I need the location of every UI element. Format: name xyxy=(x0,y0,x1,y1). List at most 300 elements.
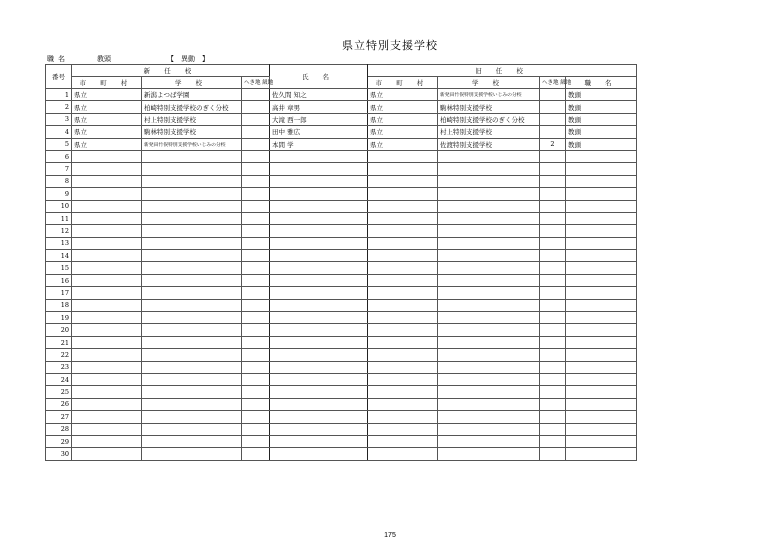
old-title-cell xyxy=(566,150,637,162)
new-city-cell xyxy=(72,336,142,348)
row-number: 6 xyxy=(46,150,72,162)
table-row xyxy=(46,299,637,311)
old-title-cell xyxy=(566,287,637,299)
row-number: 27 xyxy=(46,411,72,423)
row-number: 22 xyxy=(46,349,72,361)
table-row xyxy=(46,138,637,150)
new-remote-level-cell xyxy=(242,274,270,286)
new-city-cell xyxy=(72,324,142,336)
row-number: 20 xyxy=(46,324,72,336)
row-number: 10 xyxy=(46,200,72,212)
old-remote-level-cell: 2 xyxy=(540,138,566,150)
name-cell xyxy=(270,200,368,212)
old-city-cell xyxy=(368,274,438,286)
new-remote-level-cell xyxy=(242,200,270,212)
old-title-cell: 教頭 xyxy=(566,89,637,101)
row-number: 4 xyxy=(46,126,72,138)
page-title: 県立特別支援学校 xyxy=(342,39,438,52)
table-row xyxy=(46,250,637,262)
header-new-school-group: 新 任 校 xyxy=(72,65,270,77)
new-city-cell xyxy=(72,448,142,460)
old-city-cell xyxy=(368,262,438,274)
old-remote-level-cell xyxy=(540,101,566,113)
table-row xyxy=(46,163,637,175)
new-school-cell xyxy=(142,299,242,311)
table-row xyxy=(46,435,637,447)
old-title-cell xyxy=(566,250,637,262)
old-remote-level-cell xyxy=(540,324,566,336)
old-remote-level-cell xyxy=(540,423,566,435)
old-school-cell xyxy=(438,324,540,336)
old-city-cell xyxy=(368,163,438,175)
row-number: 17 xyxy=(46,287,72,299)
new-remote-level-cell xyxy=(242,262,270,274)
old-title-cell: 教頭 xyxy=(566,138,637,150)
new-remote-level-cell xyxy=(242,324,270,336)
old-title-cell xyxy=(566,262,637,274)
new-school-cell xyxy=(142,212,242,224)
name-cell xyxy=(270,448,368,460)
old-remote-level-cell xyxy=(540,274,566,286)
new-remote-level-cell xyxy=(242,101,270,113)
row-number: 16 xyxy=(46,274,72,286)
new-city-cell xyxy=(72,373,142,385)
name-cell: 田中 雅広 xyxy=(270,126,368,138)
row-number: 5 xyxy=(46,138,72,150)
name-cell xyxy=(270,163,368,175)
new-school-cell: 柏崎特別支援学校のぎく分校 xyxy=(142,101,242,113)
new-city-cell xyxy=(72,212,142,224)
row-number: 25 xyxy=(46,386,72,398)
row-number: 29 xyxy=(46,435,72,447)
name-cell xyxy=(270,225,368,237)
row-number: 24 xyxy=(46,373,72,385)
old-city-cell xyxy=(368,423,438,435)
name-cell xyxy=(270,262,368,274)
old-title-cell xyxy=(566,200,637,212)
old-city-cell xyxy=(368,150,438,162)
new-school-cell: 新発田竹俣特別支援学校いじみの分校 xyxy=(142,138,242,150)
old-school-cell xyxy=(438,448,540,460)
name-cell xyxy=(270,423,368,435)
old-school-cell xyxy=(438,175,540,187)
new-school-cell xyxy=(142,274,242,286)
name-cell xyxy=(270,411,368,423)
table-row xyxy=(46,411,637,423)
old-remote-level-cell xyxy=(540,287,566,299)
old-city-cell xyxy=(368,336,438,348)
old-remote-level-cell xyxy=(540,126,566,138)
old-city-cell xyxy=(368,361,438,373)
name-cell xyxy=(270,250,368,262)
new-city-cell xyxy=(72,163,142,175)
header-number: 番号 xyxy=(46,65,72,89)
old-city-cell: 県立 xyxy=(368,101,438,113)
old-remote-level-cell xyxy=(540,398,566,410)
new-school-cell xyxy=(142,411,242,423)
table-row xyxy=(46,312,637,324)
old-city-cell xyxy=(368,312,438,324)
table-row xyxy=(46,398,637,410)
new-city-cell xyxy=(72,225,142,237)
old-school-cell xyxy=(438,262,540,274)
new-school-cell xyxy=(142,163,242,175)
header-old-school-group: 旧 任 校 xyxy=(368,65,637,77)
new-remote-level-cell xyxy=(242,361,270,373)
table-row xyxy=(46,225,637,237)
new-city-cell xyxy=(72,150,142,162)
new-city-cell xyxy=(72,349,142,361)
old-title-cell xyxy=(566,373,637,385)
old-city-cell xyxy=(368,287,438,299)
old-remote-level-cell xyxy=(540,237,566,249)
old-remote-level-cell xyxy=(540,262,566,274)
name-cell xyxy=(270,175,368,187)
old-city-cell xyxy=(368,373,438,385)
old-remote-level-cell xyxy=(540,336,566,348)
new-city-cell xyxy=(72,398,142,410)
new-remote-level-cell xyxy=(242,386,270,398)
row-number: 14 xyxy=(46,250,72,262)
table-row xyxy=(46,324,637,336)
new-remote-level-cell xyxy=(242,373,270,385)
new-remote-level-cell xyxy=(242,250,270,262)
old-school-cell xyxy=(438,237,540,249)
table-row xyxy=(46,89,637,101)
new-city-cell xyxy=(72,411,142,423)
new-school-cell xyxy=(142,336,242,348)
new-remote-level-cell xyxy=(242,349,270,361)
new-remote-level-cell xyxy=(242,312,270,324)
old-school-cell: 新発田竹俣特別支援学校いじみの分校 xyxy=(438,89,540,101)
table-row xyxy=(46,150,637,162)
new-remote-level-cell xyxy=(242,411,270,423)
row-number: 12 xyxy=(46,225,72,237)
name-cell xyxy=(270,312,368,324)
row-number: 18 xyxy=(46,299,72,311)
new-remote-level-cell xyxy=(242,163,270,175)
new-school-cell xyxy=(142,237,242,249)
table-row xyxy=(46,188,637,200)
old-remote-level-cell xyxy=(540,373,566,385)
name-cell xyxy=(270,287,368,299)
old-school-cell xyxy=(438,336,540,348)
new-school-cell: 駒林特別支援学校 xyxy=(142,126,242,138)
old-school-cell xyxy=(438,274,540,286)
row-number: 28 xyxy=(46,423,72,435)
old-remote-level-cell xyxy=(540,386,566,398)
name-cell: 高井 章男 xyxy=(270,101,368,113)
new-city-cell xyxy=(72,386,142,398)
old-school-cell xyxy=(438,188,540,200)
old-school-cell xyxy=(438,349,540,361)
old-school-cell: 柏崎特別支援学校のぎく分校 xyxy=(438,113,540,125)
old-city-cell xyxy=(368,398,438,410)
old-school-cell xyxy=(438,312,540,324)
new-remote-level-cell xyxy=(242,336,270,348)
new-remote-level-cell xyxy=(242,299,270,311)
header-new-school: 学 校 xyxy=(142,77,242,89)
old-school-cell xyxy=(438,200,540,212)
old-title-cell xyxy=(566,225,637,237)
old-title-cell xyxy=(566,237,637,249)
old-title-cell xyxy=(566,175,637,187)
old-remote-level-cell xyxy=(540,200,566,212)
old-remote-level-cell xyxy=(540,225,566,237)
old-title-cell xyxy=(566,349,637,361)
table-row xyxy=(46,274,637,286)
old-city-cell xyxy=(368,188,438,200)
old-title-cell xyxy=(566,274,637,286)
old-city-cell xyxy=(368,349,438,361)
new-remote-level-cell xyxy=(242,225,270,237)
new-school-cell xyxy=(142,324,242,336)
new-school-cell xyxy=(142,448,242,460)
name-cell xyxy=(270,398,368,410)
old-remote-level-cell xyxy=(540,349,566,361)
header-old-remote-level: へき地 級地 xyxy=(540,77,566,89)
name-cell xyxy=(270,237,368,249)
header-name: 氏 名 xyxy=(270,65,368,89)
new-school-cell xyxy=(142,361,242,373)
old-school-cell xyxy=(438,212,540,224)
new-city-cell xyxy=(72,250,142,262)
old-title-cell xyxy=(566,448,637,460)
old-title-cell xyxy=(566,212,637,224)
old-remote-level-cell xyxy=(540,299,566,311)
old-city-cell xyxy=(368,299,438,311)
new-remote-level-cell xyxy=(242,423,270,435)
new-school-cell xyxy=(142,349,242,361)
header-new-city: 市 町 村 xyxy=(72,77,142,89)
old-city-cell: 県立 xyxy=(368,89,438,101)
old-school-cell xyxy=(438,373,540,385)
name-cell xyxy=(270,150,368,162)
old-school-cell: 村上特別支援学校 xyxy=(438,126,540,138)
old-city-cell: 県立 xyxy=(368,113,438,125)
new-city-cell xyxy=(72,312,142,324)
old-school-cell xyxy=(438,250,540,262)
name-cell xyxy=(270,299,368,311)
new-remote-level-cell xyxy=(242,89,270,101)
name-cell: 佐久間 知之 xyxy=(270,89,368,101)
row-number: 30 xyxy=(46,448,72,460)
new-remote-level-cell xyxy=(242,212,270,224)
old-remote-level-cell xyxy=(540,150,566,162)
header-new-remote-level: へき地 級地 xyxy=(242,77,270,89)
old-remote-level-cell xyxy=(540,89,566,101)
old-school-cell xyxy=(438,299,540,311)
old-remote-level-cell xyxy=(540,212,566,224)
old-remote-level-cell xyxy=(540,188,566,200)
header-old-title: 職 名 xyxy=(566,77,637,89)
old-remote-level-cell xyxy=(540,361,566,373)
old-title-cell xyxy=(566,188,637,200)
old-title-cell xyxy=(566,336,637,348)
header-old-school: 学 校 xyxy=(438,77,540,89)
old-remote-level-cell xyxy=(540,250,566,262)
old-title-cell xyxy=(566,386,637,398)
table-row xyxy=(46,423,637,435)
table-row xyxy=(46,373,637,385)
new-city-cell xyxy=(72,423,142,435)
old-school-cell xyxy=(438,150,540,162)
new-remote-level-cell xyxy=(242,287,270,299)
new-city-cell xyxy=(72,237,142,249)
old-title-cell: 教頭 xyxy=(566,126,637,138)
table-row xyxy=(46,126,637,138)
new-city-cell: 県立 xyxy=(72,89,142,101)
old-title-cell xyxy=(566,299,637,311)
new-remote-level-cell xyxy=(242,175,270,187)
new-remote-level-cell xyxy=(242,448,270,460)
old-remote-level-cell xyxy=(540,411,566,423)
new-school-cell xyxy=(142,423,242,435)
table-row xyxy=(46,336,637,348)
old-title-cell xyxy=(566,324,637,336)
new-school-cell xyxy=(142,200,242,212)
new-remote-level-cell xyxy=(242,113,270,125)
new-remote-level-cell xyxy=(242,435,270,447)
row-number: 8 xyxy=(46,175,72,187)
old-city-cell xyxy=(368,175,438,187)
old-title-cell: 教頭 xyxy=(566,101,637,113)
old-remote-level-cell xyxy=(540,163,566,175)
table-row xyxy=(46,200,637,212)
old-city-cell xyxy=(368,237,438,249)
old-school-cell xyxy=(438,411,540,423)
new-remote-level-cell xyxy=(242,126,270,138)
new-city-cell: 県立 xyxy=(72,113,142,125)
new-city-cell xyxy=(72,287,142,299)
old-title-cell xyxy=(566,398,637,410)
old-school-cell xyxy=(438,398,540,410)
row-number: 11 xyxy=(46,212,72,224)
new-school-cell xyxy=(142,435,242,447)
row-number: 26 xyxy=(46,398,72,410)
name-cell xyxy=(270,361,368,373)
old-remote-level-cell xyxy=(540,175,566,187)
old-city-cell: 県立 xyxy=(368,138,438,150)
new-school-cell xyxy=(142,175,242,187)
old-school-cell xyxy=(438,361,540,373)
old-remote-level-cell xyxy=(540,435,566,447)
new-school-cell xyxy=(142,262,242,274)
old-remote-level-cell xyxy=(540,312,566,324)
new-school-cell xyxy=(142,312,242,324)
header-old-city: 市 町 村 xyxy=(368,77,438,89)
position-label: 職名 xyxy=(47,55,69,63)
new-school-cell xyxy=(142,398,242,410)
new-school-cell xyxy=(142,188,242,200)
new-school-cell xyxy=(142,150,242,162)
name-cell xyxy=(270,435,368,447)
row-number: 7 xyxy=(46,163,72,175)
table-row xyxy=(46,287,637,299)
row-number: 21 xyxy=(46,336,72,348)
new-school-cell xyxy=(142,287,242,299)
row-number: 19 xyxy=(46,312,72,324)
new-school-cell xyxy=(142,250,242,262)
new-remote-level-cell xyxy=(242,398,270,410)
old-city-cell xyxy=(368,448,438,460)
new-school-cell xyxy=(142,386,242,398)
old-city-cell xyxy=(368,411,438,423)
new-city-cell xyxy=(72,188,142,200)
new-city-cell xyxy=(72,435,142,447)
new-city-cell: 県立 xyxy=(72,126,142,138)
new-remote-level-cell xyxy=(242,138,270,150)
old-city-cell xyxy=(368,435,438,447)
row-number: 1 xyxy=(46,89,72,101)
name-cell xyxy=(270,386,368,398)
new-city-cell xyxy=(72,262,142,274)
row-number: 15 xyxy=(46,262,72,274)
new-city-cell: 県立 xyxy=(72,138,142,150)
new-city-cell xyxy=(72,299,142,311)
table-row xyxy=(46,386,637,398)
new-city-cell xyxy=(72,361,142,373)
old-school-cell xyxy=(438,225,540,237)
old-school-cell: 駒林特別支援学校 xyxy=(438,101,540,113)
page-number: 175 xyxy=(384,532,396,539)
old-title-cell xyxy=(566,435,637,447)
name-cell xyxy=(270,188,368,200)
table-row xyxy=(46,113,637,125)
old-school-cell: 佐渡特別支援学校 xyxy=(438,138,540,150)
old-remote-level-cell xyxy=(540,448,566,460)
old-title-cell xyxy=(566,411,637,423)
table-row xyxy=(46,212,637,224)
table-row xyxy=(46,175,637,187)
new-school-cell xyxy=(142,373,242,385)
old-school-cell xyxy=(438,435,540,447)
old-school-cell xyxy=(438,386,540,398)
table-row xyxy=(46,448,637,460)
table-row xyxy=(46,262,637,274)
new-remote-level-cell xyxy=(242,150,270,162)
old-city-cell xyxy=(368,212,438,224)
old-school-cell xyxy=(438,287,540,299)
name-cell: 本間 学 xyxy=(270,138,368,150)
row-number: 13 xyxy=(46,237,72,249)
new-city-cell: 県立 xyxy=(72,101,142,113)
row-number: 3 xyxy=(46,113,72,125)
old-school-cell xyxy=(438,423,540,435)
old-title-cell xyxy=(566,163,637,175)
new-city-cell xyxy=(72,274,142,286)
old-city-cell xyxy=(368,225,438,237)
old-city-cell: 県立 xyxy=(368,126,438,138)
table-row xyxy=(46,101,637,113)
name-cell xyxy=(270,324,368,336)
old-city-cell xyxy=(368,250,438,262)
name-cell xyxy=(270,336,368,348)
row-number: 9 xyxy=(46,188,72,200)
personnel-table xyxy=(45,64,637,461)
new-school-cell: 村上特別支援学校 xyxy=(142,113,242,125)
row-number: 2 xyxy=(46,101,72,113)
name-cell xyxy=(270,212,368,224)
name-cell xyxy=(270,373,368,385)
new-remote-level-cell xyxy=(242,188,270,200)
new-school-cell: 新潟よつば学園 xyxy=(142,89,242,101)
new-school-cell xyxy=(142,225,242,237)
old-title-cell: 教頭 xyxy=(566,113,637,125)
table-row xyxy=(46,237,637,249)
name-cell xyxy=(270,349,368,361)
name-cell xyxy=(270,274,368,286)
